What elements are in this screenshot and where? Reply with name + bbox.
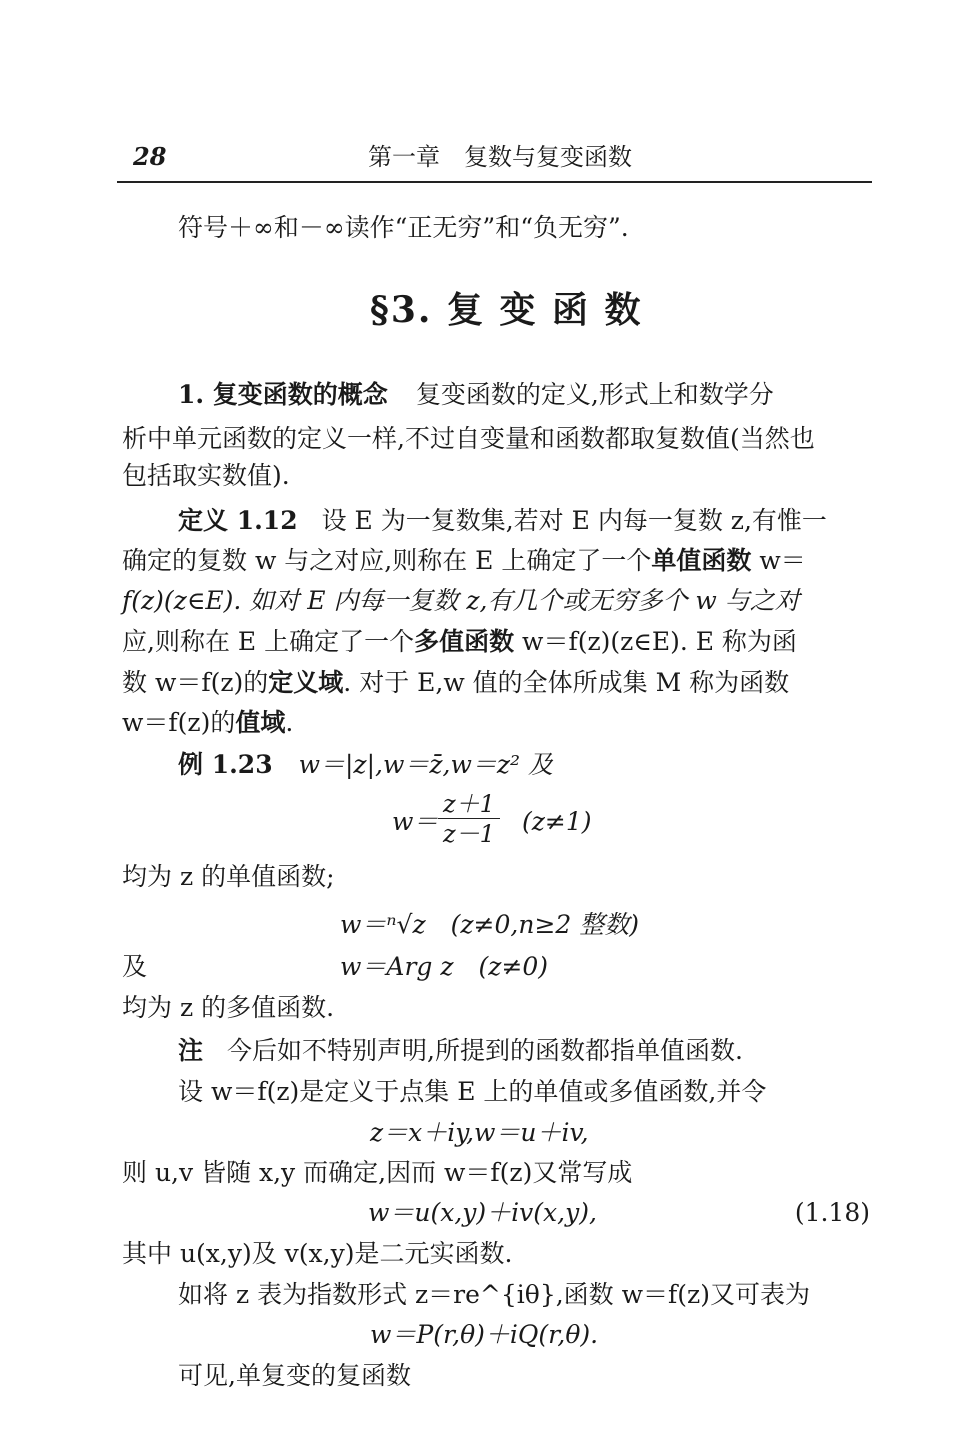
equation-w-uv: w＝u(x,y)＋iv(x,y),: [368, 1198, 597, 1227]
term-domain: 定义域: [268, 668, 344, 697]
arg-equation: w＝Arg z (z≠0): [340, 952, 549, 981]
definition-line-1: [178, 506, 827, 536]
header-rule: [117, 181, 872, 183]
definition-text-4a: 应,则称在 E 上确定了一个: [122, 627, 415, 656]
fraction: [438, 790, 500, 849]
equation-z: z＝x＋iy,w＝u＋iv,: [370, 1118, 589, 1147]
body-line-5: 可见,单复变的复函数: [178, 1361, 411, 1390]
body-line-3: 其中 u(x,y)及 v(x,y)是二元实函数.: [122, 1239, 513, 1268]
fraction-condition: (z≠1): [522, 807, 592, 836]
definition-line-2: [122, 546, 806, 576]
definition-text-6a: w＝f(z)的: [122, 708, 236, 737]
body-line-4: 如将 z 表为指数形式 z＝re^{iθ},函数 w＝f(z)又可表为: [178, 1280, 810, 1309]
definition-text-5a: 数 w＝f(z)的: [122, 668, 269, 697]
definition-line-4: [122, 627, 797, 657]
paragraph-concept-line-1: [178, 380, 774, 410]
and-word: 及: [122, 952, 148, 981]
definition-line-5: [122, 668, 789, 698]
paragraph-concept-line-2: 析中单元函数的定义一样,不过自变量和函数都取复数值(当然也: [122, 424, 815, 453]
example-text-1: w＝|z|,w＝z̄,w＝z² 及: [298, 750, 554, 779]
body-line-2: 则 u,v 皆随 x,y 而确定,因而 w＝f(z)又常写成: [122, 1158, 633, 1187]
concept-text-1: 复变函数的定义,形式上和数学分: [415, 380, 774, 409]
page-number: 28: [133, 142, 167, 171]
definition-line-3: f(z)(z∈E). 如对 E 内每一复数 z,有几个或无穷多个 w 与之对: [122, 586, 800, 615]
definition-text-2a: 确定的复数 w 与之对应,则称在 E 上确定了一个: [122, 546, 652, 575]
fraction-denominator: z－1: [443, 820, 495, 848]
definition-text-2c: w＝: [751, 546, 806, 575]
multi-valued-statement: 均为 z 的多值函数.: [122, 993, 335, 1022]
body-line-1: 设 w＝f(z)是定义于点集 E 上的单值或多值函数,并令: [178, 1077, 767, 1106]
example-line-1: [178, 750, 553, 780]
term-single-valued: 单值函数: [651, 546, 752, 575]
definition-text-5c: . 对于 E,w 值的全体所成集 M 称为函数: [343, 668, 790, 697]
definition-text-4c: w＝f(z)(z∈E). E 称为函: [514, 627, 797, 656]
note-line: [178, 1036, 743, 1066]
intro-line: 符号＋∞和－∞读作“正无穷”和“负无穷”.: [178, 213, 629, 242]
equation-number: (1.18): [794, 1198, 870, 1227]
definition-label: 定义 1.12: [178, 506, 298, 535]
running-title: 第一章 复数与复变函数: [368, 143, 632, 171]
note-text: 今后如不特别声明,所提到的函数都指单值函数.: [227, 1036, 743, 1065]
section-title: §3. 复 变 函 数: [370, 289, 643, 331]
term-multi-valued: 多值函数: [414, 627, 515, 656]
fraction-numerator: z＋1: [438, 790, 500, 819]
single-valued-statement: 均为 z 的单值函数;: [122, 862, 335, 891]
example-label: 例 1.23: [178, 750, 273, 779]
fraction-lhs: w＝: [392, 807, 439, 836]
note-label: 注: [178, 1036, 204, 1065]
equation-w-pq: w＝P(r,θ)＋iQ(r,θ).: [370, 1320, 599, 1349]
definition-text-1: 设 E 为一复数集,若对 E 内每一复数 z,有惟一: [321, 506, 827, 535]
definition-line-6: [122, 708, 293, 738]
concept-heading: 1. 复变函数的概念: [178, 380, 388, 409]
root-equation: w＝ⁿ√z (z≠0,n≥2 整数): [340, 910, 640, 939]
definition-text-6c: .: [285, 708, 294, 737]
paragraph-concept-line-3: 包括取实数值).: [122, 461, 290, 490]
term-range: 值域: [235, 708, 286, 737]
